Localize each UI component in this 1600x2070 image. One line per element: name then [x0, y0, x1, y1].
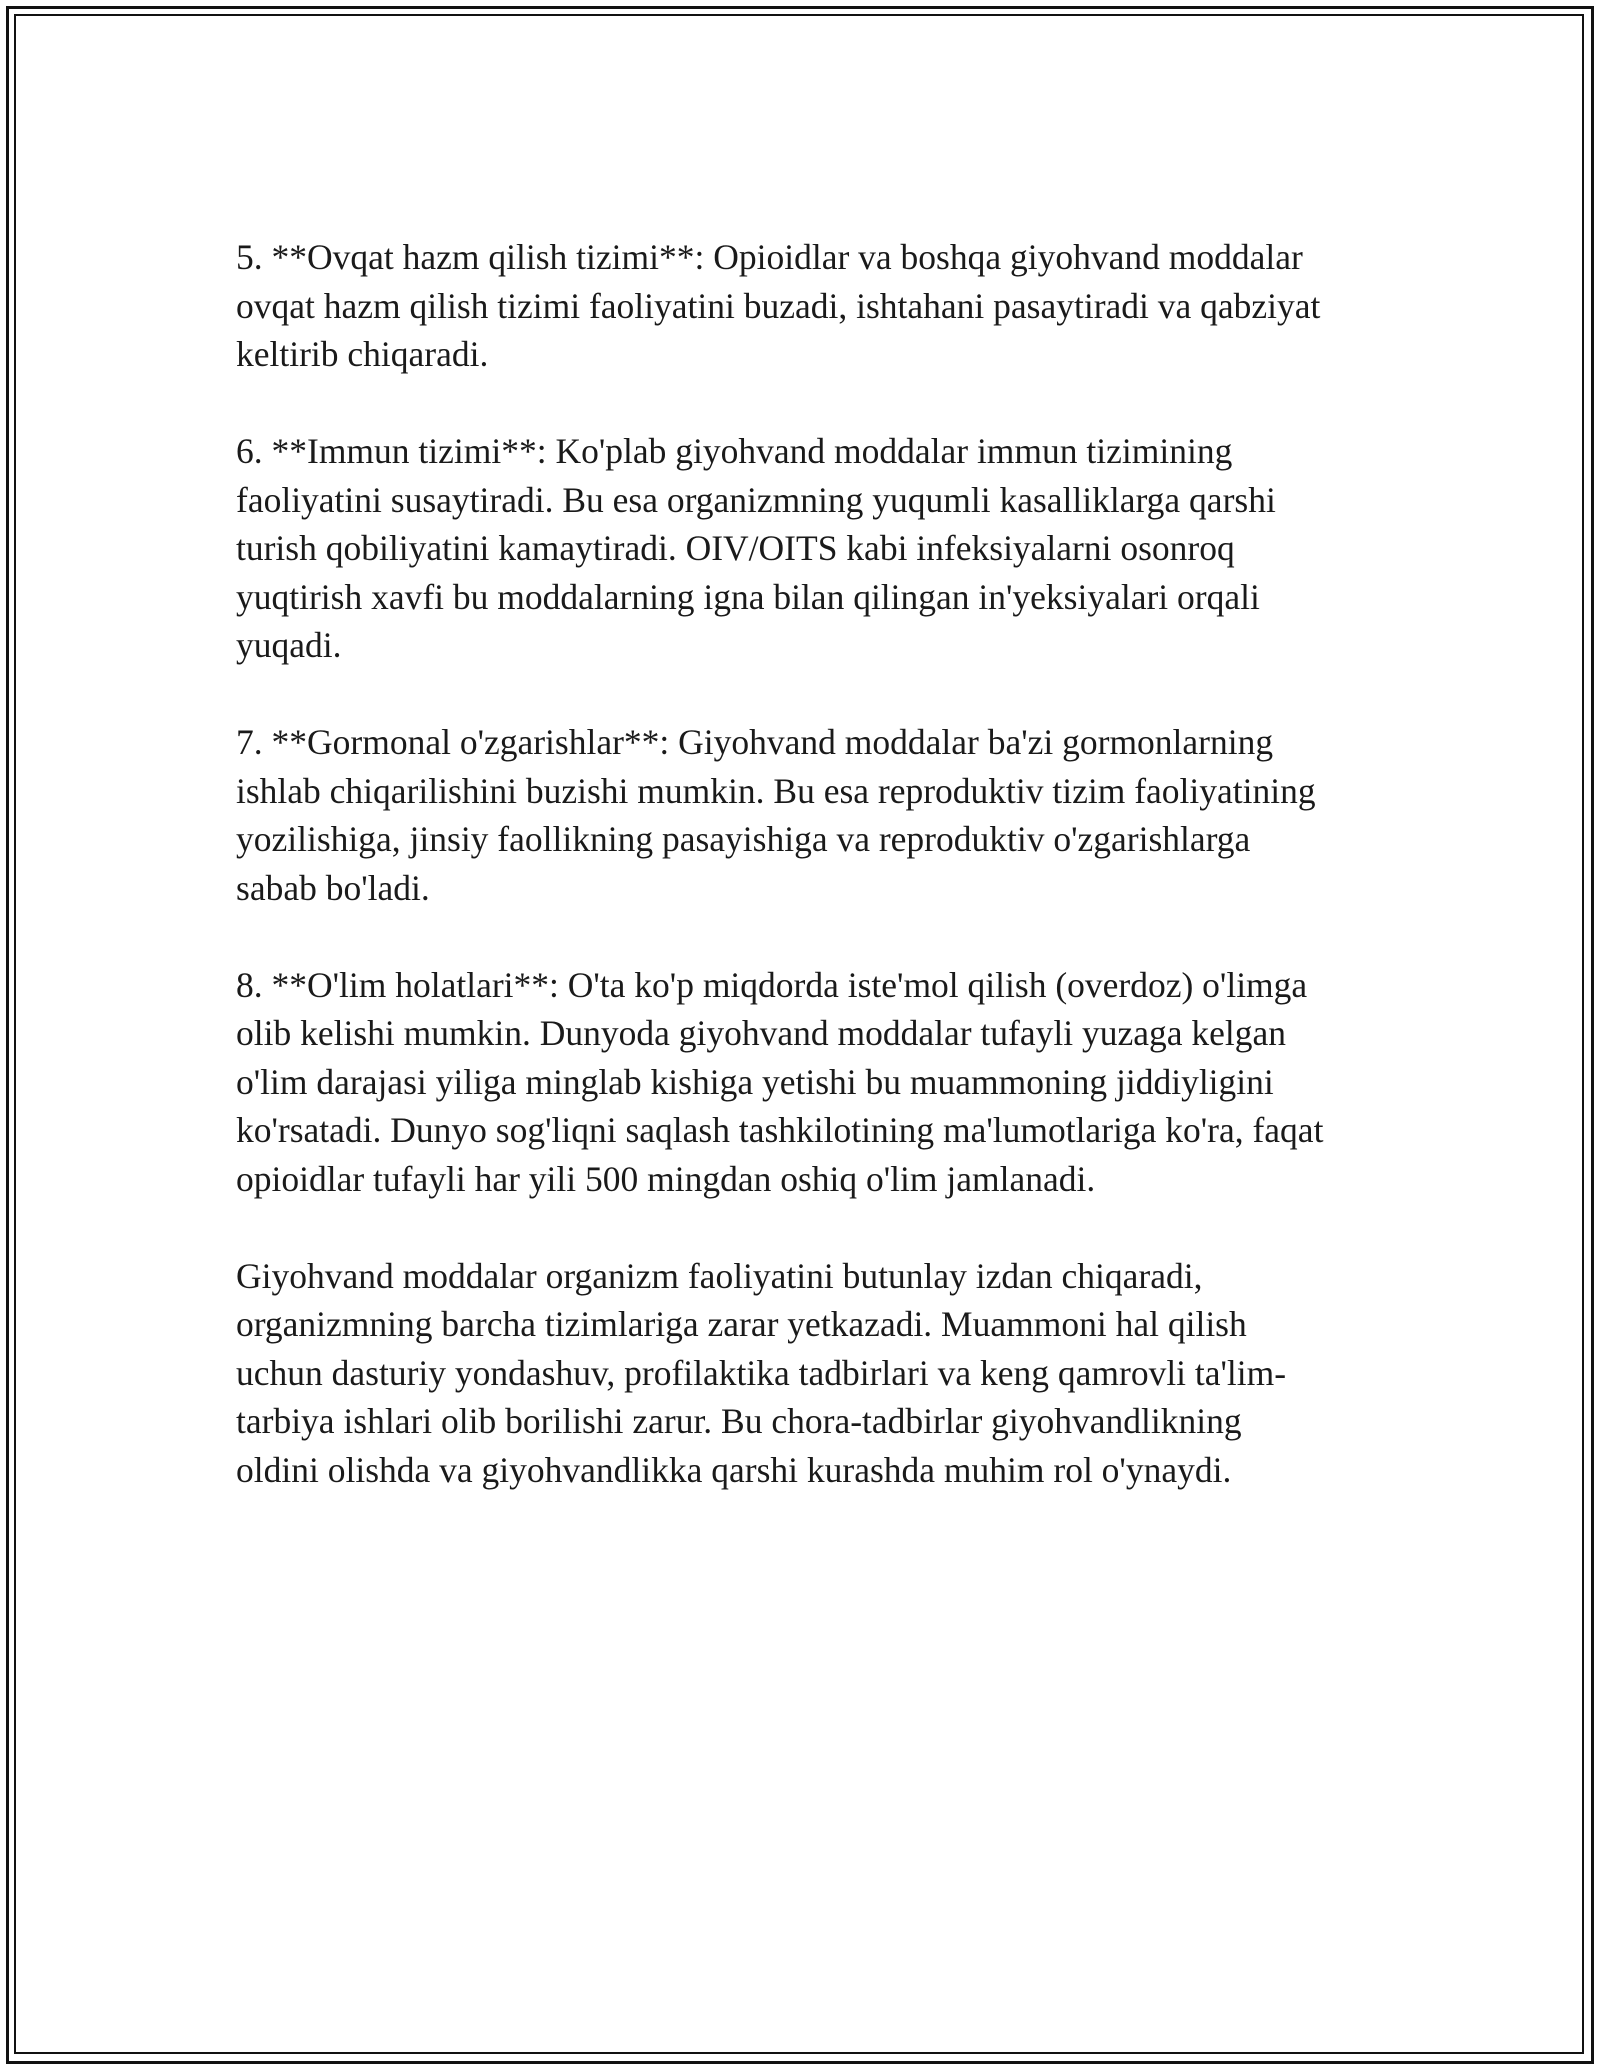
- text-line: tarbiya ishlari olib borilishi zarur. Bu chora-tadbirlar giyohvandlikning: [236, 1401, 1242, 1441]
- text-line: ko'rsatadi. Dunyo sog'liqni saqlash tashkilotining ma'lumotlariga ko'ra, faqat: [236, 1110, 1324, 1150]
- text-line: yuqadi.: [236, 625, 342, 665]
- paragraph-hormonal-changes: [236, 718, 1366, 912]
- text-line: keltirib chiqaradi.: [236, 334, 489, 374]
- document-body: [236, 233, 1366, 1543]
- text-line: olib kelishi mumkin. Dunyoda giyohvand moddalar tufayli yuzaga kelgan: [236, 1013, 1286, 1053]
- paragraph-death-cases: [236, 961, 1366, 1204]
- text-line: ovqat hazm qilish tizimi faoliyatini buzadi, ishtahani pasaytiradi va qabziyat: [236, 285, 1321, 326]
- text-line: opioidlar tufayli har yili 500 mingdan oshiq o'lim jamlanadi.: [236, 1158, 1096, 1199]
- text-line: turish qobiliyatini kamaytiradi. OIV/OITS kabi infeksiyalarni osonroq: [236, 528, 1235, 568]
- text-line: Giyohvand moddalar organizm faoliyatini butunlay izdan chiqaradi,: [236, 1255, 1203, 1296]
- text-line: oldini olishda va giyohvandlikka qarshi kurashda muhim rol o'ynaydi.: [236, 1449, 1232, 1490]
- paragraph-digestive-system: [236, 233, 1366, 379]
- text-line: 7. **Gormonal o'zgarishlar**: Giyohvand moddalar ba'zi gormonlarning: [236, 722, 1274, 762]
- text-line: uchun dasturiy yondashuv, profilaktika tadbirlari va keng qamrovli ta'lim-: [236, 1352, 1287, 1393]
- text-line: 6. **Immun tizimi**: Ko'plab giyohvand moddalar immun tizimining: [236, 431, 1233, 471]
- text-line: ishlab chiqarilishini buzishi mumkin. Bu esa reproduktiv tizim faoliyatining: [236, 770, 1316, 811]
- paragraph-conclusion: [236, 1252, 1366, 1495]
- text-line: 8. **O'lim holatlari**: O'ta ko'p miqdorda iste'mol qilish (overdoz) o'limga: [236, 964, 1308, 1005]
- text-line: sabab bo'ladi.: [236, 867, 430, 908]
- paragraph-immune-system: [236, 427, 1366, 670]
- text-line: o'lim darajasi yiliga minglab kishiga yetishi bu muammoning jiddiyligini: [236, 1061, 1274, 1102]
- text-line: yuqtirish xavfi bu moddalarning igna bilan qilingan in'yeksiyalari orqali: [236, 576, 1260, 617]
- text-line: 5. **Ovqat hazm qilish tizimi**: Opioidlar va boshqa giyohvand moddalar: [236, 237, 1303, 277]
- text-line: yozilishiga, jinsiy faollikning pasayishiga va reproduktiv o'zgarishlarga: [236, 819, 1251, 859]
- text-line: faoliyatini susaytiradi. Bu esa organizmning yuqumli kasalliklarga qarshi: [236, 479, 1276, 520]
- text-line: organizmning barcha tizimlariga zarar yetkazadi. Muammoni hal qilish: [236, 1304, 1247, 1344]
